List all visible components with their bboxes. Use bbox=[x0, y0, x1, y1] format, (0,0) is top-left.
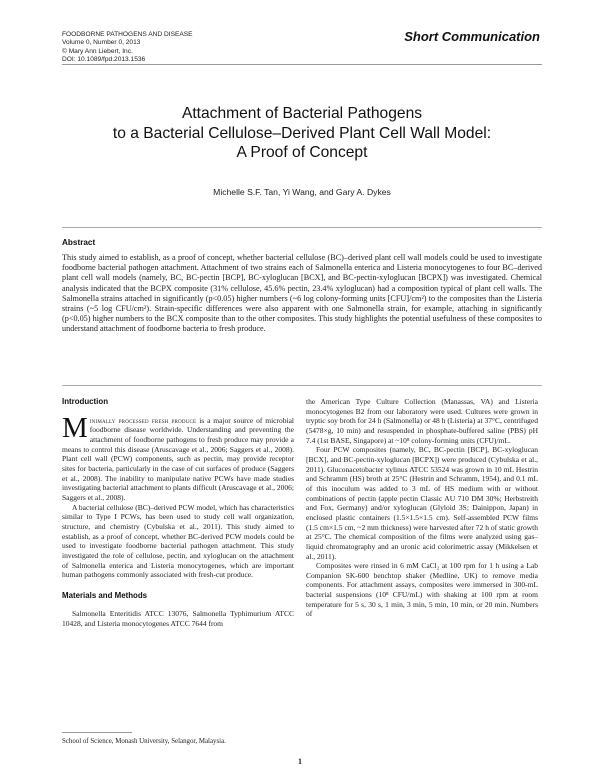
journal-copyright: © Mary Ann Liebert, Inc. bbox=[62, 47, 133, 55]
introduction-heading: Introduction bbox=[62, 397, 109, 406]
title-line: Attachment of Bacterial Pathogens bbox=[181, 105, 423, 122]
footnote-divider bbox=[62, 732, 132, 733]
intro-smallcaps: inimally processed fresh produce bbox=[89, 415, 197, 425]
author-list: Michelle S.F. Tan, Yi Wang, and Gary A. Dykes bbox=[213, 187, 391, 197]
journal-header bbox=[62, 31, 193, 64]
article-title bbox=[62, 104, 542, 163]
right-column bbox=[306, 397, 538, 619]
methods-heading: Materials and Methods bbox=[62, 590, 148, 600]
intro-paragraph-2: A bacterial cellulose (BC)–derived PCW model, which has characteristics similar to Type I PCWs, has been used to study cell wall organization, structure, and chemistry (Cybulska et al., 2011). This study aimed to establish, as a proof of concept, whether BC-derived PCW models could be used to investigate foodborne bacterial pathogen attachment. This study investigated the role of cellulose, pectin, and xyloglucan on the attachment of Salmonella enterica and Listeria monocytogenes, which are important human pathogens commonly associated with fresh-cut produce. bbox=[62, 502, 294, 580]
page-number: 1 bbox=[298, 757, 302, 766]
drop-cap: M bbox=[62, 411, 88, 444]
methods-paragraph-2: Four PCW composites (namely, BC, BC-pectin [BCP], BC-xyloglucan [BCX], and BC-pectin-xyloglucan [BCPX]) were produced (Cybulska et al., 2011). Gluconacetobacter xylinus ATCC 53524 was grown in 10 mL Hestrin and Schramm (HS) broth at 25°C (Hestrin and Schramm, 1954), and 0.1 mL of this inoculum was added to 3 mL of HS medium with or without combinations of pectin (apple pectin Classic AU 710 DM 30%; Herbstreith and Fox, Germany) and/or xyloglucan (Glyloid 3S; Dainippon, Japan) in enclosed plastic containers (1.5×1.5×1.5 cm). Self-assembled PCW films (1.5 cm×1.5 cm, ~2 mm thickness) were harvested after 72 h of static growth at 25°C. The chemical composition of the films were analyzed using gas–liquid chromatography and an uronic acid colorimetric assay (Mikkelsen et al., 2011). bbox=[306, 445, 538, 561]
journal-doi: DOI: 10.1089/fpd.2013.1536 bbox=[62, 55, 146, 63]
left-column bbox=[62, 397, 294, 629]
abstract-top-divider bbox=[62, 227, 542, 228]
methods-paragraph-3: Composites were rinsed in 6 mM CaCl₂ at 100 rpm for 1 h using a Lab Companion SK-600 benchtop shaker (Medline, UK) to remove media components. For attachment assays, composites were immersed in 300-mL bacterial suspensions (10⁸ CFU/mL) with shaking at 100 rpm at room temperature for 5 s, 30 s, 1 min, 3 min, 5 min, 10 min, or 20 min. Numbers of bbox=[306, 561, 538, 619]
journal-volume: Volume 0, Number 0, 2013 bbox=[62, 39, 141, 47]
methods-paragraph-1: Salmonella Enteritidis ATCC 13076, Salmonella Typhimurium ATCC 10428, and Listeria monocytogenes ATCC 7644 from bbox=[62, 609, 294, 629]
article-type: Short Communication bbox=[404, 29, 540, 44]
methods-paragraph-continued: the American Type Culture Collection (Manassas, VA) and Listeria monocytogenes B2 from our laboratory were used. Cultures were grown in tryptic soy broth for 24 h (Salmonella) or 48 h (Listeria) at 37°C, centrifuged (5478×g, 10 min) and resuspended in phosphate-buffered saline (PBS) pH 7.4 (1st BASE, Singapore) at ~10⁸ colony-forming units (CFU)/mL. bbox=[306, 397, 538, 445]
abstract-bottom-divider bbox=[62, 385, 542, 386]
intro-paragraph-1-text: is a major source of microbial foodborne disease worldwide. Understanding and preventing the attachment of foodborne pathogens to fresh produce may provide a means to control this disease (Aruscavage et al., 2006; Saggers et al., 2008). Plant cell wall (PCW) components, such as pectin, may provide receptor sites for bacteria, particularly in the case of cut surfaces of produce (Saggers et al., 2008). The inability to manipulate native PCWs have made studies investigating bacterial attachment to plants difficult (Aruscavage et al., 2006; Saggers et al., 2008). bbox=[62, 415, 295, 502]
title-line: to a Bacterial Cellulose–Derived Plant Cell Wall Model: bbox=[112, 124, 492, 142]
abstract-heading: Abstract bbox=[62, 238, 96, 247]
title-line: A Proof of Concept bbox=[236, 144, 368, 161]
abstract-text: This study aimed to establish, as a proof of concept, whether bacterial cellulose (BC)–derived plant cell wall models could be used to investigate foodborne bacterial pathogen attachment. Attachment of two strains each of Salmonella enterica and Listeria monocytogenes to four BC–derived plant cell wall models (namely, BC, BC-pectin [BCP], BC-xyloglucan [BCX], and BC-pectin-xyloglucan [BCPX]) was investigated. Chemical analysis indicated that the BCPX composite (31% cellulose, 45.6% pectin, 23.4% xyloglucan) had a composition typical of plant cell walls. The Salmonella strains attached in significantly (p<0.05) higher numbers (~6 log colony-forming units [CFU]/cm²) to the composites than the Listeria strains (~5 log CFU/cm²). Strain-specific differences were also apparent with one Salmonella strain, for example, attaching in significantly (p<0.05) higher numbers to the BCX composite than to the other composites. This study highlights the potential usefulness of these composites to understand attachment of foodborne bacteria to fresh produce. bbox=[62, 253, 542, 334]
journal-name: FOODBORNE PATHOGENS AND DISEASE bbox=[62, 31, 193, 38]
affiliation-footnote: School of Science, Monash University, Selangor, Malaysia. bbox=[62, 738, 226, 745]
header-divider bbox=[62, 64, 542, 65]
intro-paragraph-1 bbox=[62, 411, 295, 503]
